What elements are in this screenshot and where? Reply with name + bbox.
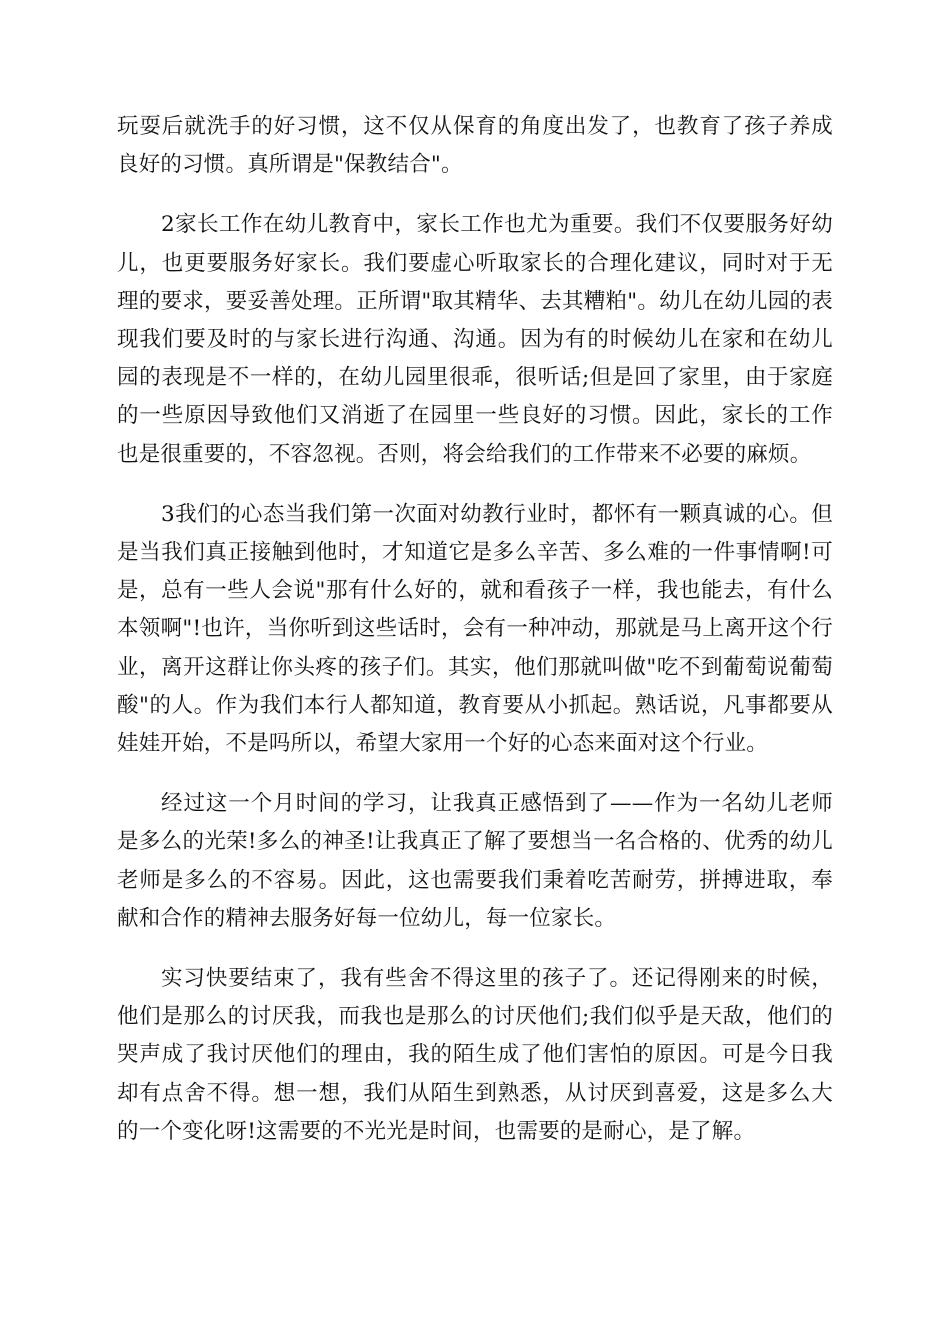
- paragraph-5: 实习快要结束了，我有些舍不得这里的孩子了。还记得刚来的时候，他们是那么的讨厌我，而我也是那么的讨厌他们;我们似乎是天敌，他们的哭声成了我讨厌他们的理由，我的陌生成了他们害怕的原因。可是今日我却有点舍不得。想一想，我们从陌生到熟悉，从讨厌到喜爱，这是多么大的一个变化呀!这需要的不光光是时间，也需要的是耐心，是了解。: [117, 966, 833, 1144]
- paragraph-1: 玩耍后就洗手的好习惯，这不仅从保育的角度出发了，也教育了孩子养成良好的习惯。真所谓是"保教结合"。: [117, 114, 833, 178]
- paragraph-3: 3我们的心态当我们第一次面对幼教行业时，都怀有一颗真诚的心。但是当我们真正接触到他时，才知道它是多么辛苦、多么难的一件事情啊!可是，总有一些人会说"那有什么好的，就和看孩子一样，我也能去，有什么本领啊"!也许，当你听到这些话时，会有一种冲动，那就是马上离开这个行业，离开这群让你头疼的孩子们。其实，他们那就叫做"吃不到葡萄说葡萄酸"的人。作为我们本行人都知道，教育要从小抓起。熟话说，凡事都要从娃娃开始，不是吗所以，希望大家用一个好的心态来面对这个行业。: [117, 501, 833, 757]
- paragraph-4: 经过这一个月时间的学习，让我真正感悟到了——作为一名幼儿老师是多么的光荣!多么的神圣!让我真正了解了要想当一名合格的、优秀的幼儿老师是多么的不容易。因此，这也需要我们秉着吃苦耐劳，拼搏进取，奉献和合作的精神去服务好每一位幼儿，每一位家长。: [117, 791, 833, 931]
- document-body: [117, 108, 833, 1173]
- paragraph-2: 2家长工作在幼儿教育中，家长工作也尤为重要。我们不仅要服务好幼儿，也更要服务好家长。我们要虚心听取家长的合理化建议，同时对于无理的要求，要妥善处理。正所谓"取其精华、去其糟粕"。幼儿在幼儿园的表现我们要及时的与家长进行沟通、沟通。因为有的时候幼儿在家和在幼儿园的表现是不一样的，在幼儿园里很乖，很听话;但是回了家里，由于家庭的一些原因导致他们又消逝了在园里一些良好的习惯。因此，家长的工作也是很重要的，不容忽视。否则，将会给我们的工作带来不必要的麻烦。: [117, 212, 833, 467]
